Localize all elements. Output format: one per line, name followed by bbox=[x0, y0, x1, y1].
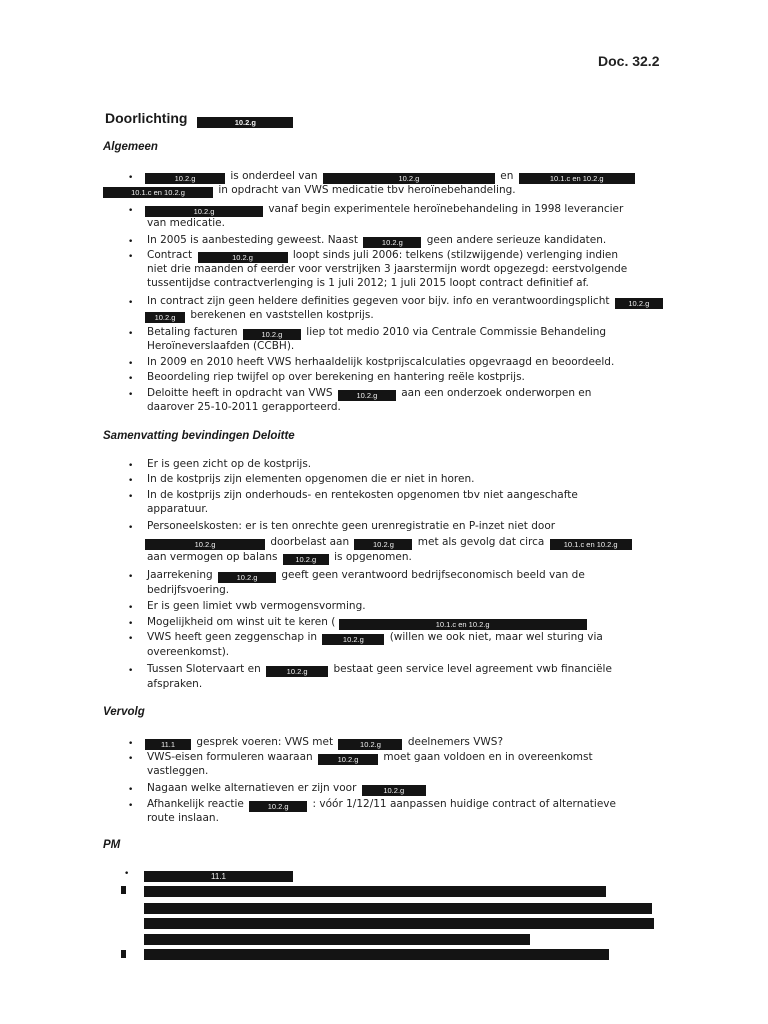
list-item bbox=[147, 798, 616, 812]
item-text: moet gaan voldoen en in overeenkomst bbox=[383, 751, 593, 763]
bullet-icon: • bbox=[128, 298, 134, 308]
item-text: loopt sinds juli 2006: telkens (stilzwijgende) verlenging indien bbox=[292, 249, 619, 261]
list-item bbox=[147, 631, 603, 645]
item-text: is onderdeel van bbox=[230, 170, 318, 182]
item-text: Mogelijkheid om winst uit te keren ( bbox=[147, 616, 336, 628]
redaction-bar bbox=[144, 949, 609, 960]
list-item bbox=[147, 751, 593, 765]
redaction-bar bbox=[144, 886, 606, 897]
redaction-block: 10.2.g bbox=[145, 173, 225, 184]
list-item-continuation: vastleggen. bbox=[147, 765, 209, 777]
bullet-icon: • bbox=[128, 603, 134, 613]
item-text: Nagaan welke alternatieven er zijn voor bbox=[147, 782, 357, 794]
document-number: Doc. 32.2 bbox=[598, 53, 660, 69]
bullet-icon: • bbox=[128, 785, 134, 795]
bullet-icon: • bbox=[128, 754, 134, 764]
list-item: Personeelskosten: er is ten onrechte geen urenregistratie en P-inzet niet door bbox=[147, 520, 556, 532]
redaction-block: 10.1.c en 10.2.g bbox=[519, 173, 635, 184]
list-item bbox=[145, 736, 503, 750]
list-item-continuation bbox=[145, 536, 634, 550]
item-text: In 2005 is aanbesteding geweest. Naast bbox=[147, 234, 359, 246]
item-text: (willen we ook niet, maar wel sturing via bbox=[389, 631, 603, 643]
redaction-block: 11.1 bbox=[144, 871, 293, 882]
bullet-icon: • bbox=[128, 801, 134, 811]
redaction-block: 10.2.g bbox=[362, 785, 426, 796]
bullet-icon: • bbox=[128, 329, 134, 339]
item-text: is opgenomen. bbox=[334, 551, 412, 563]
item-text: doorbelast aan bbox=[270, 536, 350, 548]
item-text: Betaling facturen bbox=[147, 326, 238, 338]
redaction-block: 10.2.g bbox=[197, 117, 293, 128]
list-item: Er is geen zicht op de kostprijs. bbox=[147, 458, 312, 470]
list-item bbox=[147, 782, 428, 796]
bullet-icon: • bbox=[128, 666, 134, 676]
list-item bbox=[147, 663, 612, 677]
list-item bbox=[143, 170, 637, 184]
item-text: vanaf begin experimentele heroïnebehandeling in 1998 leverancier bbox=[268, 203, 624, 215]
item-text: berekenen en vaststellen kostprijs. bbox=[190, 309, 374, 321]
redaction-block: 10.2.g bbox=[145, 206, 263, 217]
list-item-continuation: bedrijfsvoering. bbox=[147, 584, 230, 596]
list-item-continuation: apparatuur. bbox=[147, 503, 209, 515]
section-heading-samenvatting: Samenvatting bevindingen Deloitte bbox=[103, 430, 295, 442]
item-text: Jaarrekening bbox=[147, 569, 213, 581]
list-item bbox=[147, 616, 589, 630]
list-item-continuation: niet drie maanden of eerder voor verstrijken 3 jaarstermijn wordt opgezegd: eerstvolgende bbox=[147, 263, 628, 275]
list-item bbox=[147, 387, 591, 401]
page-title bbox=[105, 110, 295, 128]
item-text: Tussen Slotervaart en bbox=[147, 663, 261, 675]
redaction-block: 10.2.g bbox=[318, 754, 378, 765]
list-item bbox=[145, 203, 623, 217]
list-item: Beoordeling riep twijfel op over berekening en hantering reële kostprijs. bbox=[147, 371, 525, 383]
section-heading-algemeen: Algemeen bbox=[103, 141, 158, 153]
title-text: Doorlichting bbox=[105, 110, 188, 126]
redaction-block: 10.2.g bbox=[323, 173, 495, 184]
item-text: Deloitte heeft in opdracht van VWS bbox=[147, 387, 333, 399]
item-text: Afhankelijk reactie bbox=[147, 798, 244, 810]
item-text: bestaat geen service level agreement vwb financiële bbox=[333, 663, 612, 675]
section-heading-pm: PM bbox=[103, 839, 121, 851]
bullet-icon: • bbox=[124, 869, 130, 879]
redaction-bar bbox=[144, 903, 652, 914]
item-text: aan vermogen op balans bbox=[147, 551, 278, 563]
redaction-block: 10.2.g bbox=[243, 329, 301, 340]
list-item-continuation bbox=[147, 551, 412, 565]
section-heading-vervolg: Vervolg bbox=[103, 706, 145, 718]
redaction-block: 10.1.c en 10.2.g bbox=[339, 619, 587, 630]
item-text: deelnemers VWS? bbox=[407, 736, 504, 748]
redaction-block: 10.2.g bbox=[145, 539, 265, 550]
redaction-block: 10.2.g bbox=[338, 390, 396, 401]
bullet-icon: • bbox=[128, 206, 134, 216]
list-item: In de kostprijs zijn onderhouds- en rentekosten opgenomen tbv niet aangeschafte bbox=[147, 489, 578, 501]
redaction-block: 10.2.g bbox=[145, 312, 185, 323]
item-text: aan een onderzoek onderworpen en bbox=[401, 387, 592, 399]
bullet-icon: • bbox=[128, 359, 134, 369]
bullet-icon: • bbox=[128, 492, 134, 502]
list-item bbox=[147, 326, 606, 340]
bullet-icon: • bbox=[128, 476, 134, 486]
list-item-continuation: overeenkomst). bbox=[147, 646, 230, 658]
redaction-block: 10.2.g bbox=[338, 739, 402, 750]
bullet-icon: • bbox=[128, 173, 134, 183]
list-item-continuation: daarover 25-10-2011 gerapporteerd. bbox=[147, 401, 341, 413]
redaction-block: 10.1.c en 10.2.g bbox=[550, 539, 632, 550]
redaction-block: 10.2.g bbox=[363, 237, 421, 248]
redaction-block: 11.1 bbox=[145, 739, 191, 750]
redaction-block: 10.2.g bbox=[322, 634, 384, 645]
list-item-continuation bbox=[103, 184, 516, 198]
item-text: Contract bbox=[147, 249, 193, 261]
bullet-icon bbox=[121, 950, 126, 958]
redaction-block: 10.2.g bbox=[218, 572, 276, 583]
list-item-continuation bbox=[145, 309, 374, 323]
bullet-icon: • bbox=[128, 374, 134, 384]
list-item: Er is geen limiet vwb vermogensvorming. bbox=[147, 600, 366, 612]
bullet-icon: • bbox=[128, 619, 134, 629]
bullet-icon: • bbox=[128, 523, 134, 533]
redaction-block: 10.2.g bbox=[615, 298, 663, 309]
list-item-continuation: route inslaan. bbox=[147, 812, 219, 824]
item-text: liep tot medio 2010 via Centrale Commissie Behandeling bbox=[306, 326, 607, 338]
list-item-continuation: van medicatie. bbox=[147, 217, 225, 229]
bullet-icon: • bbox=[128, 252, 134, 262]
item-text: geeft geen verantwoord bedrijfseconomisch beeld van de bbox=[281, 569, 585, 581]
bullet-icon: • bbox=[128, 572, 134, 582]
redaction-block: 10.2.g bbox=[283, 554, 329, 565]
redaction-bar bbox=[144, 918, 654, 929]
bullet-icon: • bbox=[128, 237, 134, 247]
bullet-icon: • bbox=[128, 634, 134, 644]
item-text: VWS-eisen formuleren waaraan bbox=[147, 751, 313, 763]
redaction-bar bbox=[144, 934, 530, 945]
item-text: geen andere serieuze kandidaten. bbox=[426, 234, 607, 246]
list-item-continuation: Heroïneverslaafden (CCBH). bbox=[147, 340, 295, 352]
item-text: In contract zijn geen heldere definities gegeven voor bijv. info en verantwoordingsplicht bbox=[147, 295, 610, 307]
bullet-icon: • bbox=[128, 390, 134, 400]
item-text: gesprek voeren: VWS met bbox=[196, 736, 334, 748]
list-item bbox=[147, 234, 606, 248]
item-text: : vóór 1/12/11 aanpassen huidige contract of alternatieve bbox=[312, 798, 616, 810]
item-text: VWS heeft geen zeggenschap in bbox=[147, 631, 318, 643]
redaction-block: 10.2.g bbox=[249, 801, 307, 812]
list-item-continuation: afspraken. bbox=[147, 678, 203, 690]
item-text: met als gevolg dat circa bbox=[417, 536, 545, 548]
list-item-continuation: tussentijdse contractverlenging is 1 juli 2012; 1 juli 2015 loopt contract definitief af. bbox=[147, 277, 589, 289]
bullet-icon bbox=[121, 886, 126, 894]
redaction-block: 10.2.g bbox=[354, 539, 412, 550]
item-text: in opdracht van VWS medicatie tbv heroïnebehandeling. bbox=[218, 184, 516, 196]
redaction-block: 10.2.g bbox=[198, 252, 288, 263]
redaction-block: 10.2.g bbox=[266, 666, 328, 677]
list-item: In de kostprijs zijn elementen opgenomen die er niet in horen. bbox=[147, 473, 475, 485]
list-item bbox=[147, 569, 585, 583]
list-item: In 2009 en 2010 heeft VWS herhaaldelijk kostprijscalculaties opgevraagd en beoordeeld. bbox=[147, 356, 615, 368]
item-text: en bbox=[500, 170, 514, 182]
list-item bbox=[147, 295, 665, 309]
list-item bbox=[147, 249, 618, 263]
bullet-icon: • bbox=[128, 739, 134, 749]
bullet-icon: • bbox=[128, 461, 134, 471]
redaction-block: 10.1.c en 10.2.g bbox=[103, 187, 213, 198]
